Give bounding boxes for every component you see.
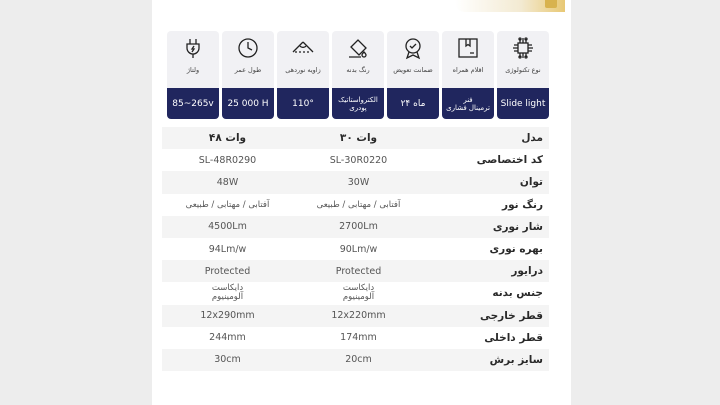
feature-label: ضمانت تعویض [393,66,433,74]
feature-value: 110° [277,88,329,119]
cell-text: دایکاست آلومینیوم [211,283,244,303]
cell-48w: آفتابی / مهتابی / طبیعی [185,199,270,210]
feature-card-lifetime [222,31,274,119]
feature-value: الکترواستاتیک پودری [332,88,384,119]
feature-label: زاویه نوردهی [285,66,321,74]
table-header-row [162,127,549,149]
row-key: بهره نوری [489,243,543,256]
table-row [162,282,549,304]
cell-30w: 20cm [345,354,372,366]
cell-48w: Protected [204,265,251,277]
cell-30w: 12x220mm [331,310,386,322]
table-row [162,260,549,282]
row-key: درایور [511,265,543,278]
cell-30w: SL-30R0220 [329,154,388,166]
feature-value: 85~265v [167,88,219,119]
table-row [162,349,549,371]
row-key: جنس بدنه [492,287,543,300]
brand-logo [545,0,557,8]
cell-30w: 90Lm/w [339,243,378,255]
table-row [162,149,549,171]
row-key: رنگ نور [502,198,543,211]
cell-48w: 48W [216,176,239,188]
feature-label: نوع تکنولوژی [505,66,541,74]
row-key: توان [519,176,543,189]
feature-value: فنر ترمینال فشاری [442,88,494,119]
right-margin [571,0,720,405]
column-header-48w: ۴۸ وات [208,132,247,145]
table-row [162,171,549,193]
feature-card-warranty [387,31,439,119]
left-margin [0,0,152,405]
cell-48w [162,284,293,302]
cell-48w: 30cm [214,354,241,366]
cell-48w: 4500Lm [208,221,247,233]
feature-value: Slide light [497,88,549,119]
cell-48w: 94Lm/w [208,243,247,255]
row-key: مدل [521,132,543,145]
feature-cards [162,31,549,119]
cell-48w: SL-48R0290 [198,154,257,166]
table-row [162,194,549,216]
feature-card-voltage [167,31,219,119]
feature-card-body-color [332,31,384,119]
row-key: سایز برش [489,353,543,366]
feature-label: طول عمر [234,66,262,74]
cell-text: دایکاست آلومینیوم [342,283,375,303]
feature-label: رنگ بدنه [346,66,370,74]
feature-card-accessories [442,31,494,119]
chip-icon [510,35,536,61]
table-row [162,216,549,238]
cell-30w: آفتابی / مهتابی / طبیعی [316,199,401,210]
table-row [162,238,549,260]
warranty-badge-icon [400,35,426,61]
box-icon [455,35,481,61]
feature-card-beam-angle [277,31,329,119]
cell-48w: 244mm [209,332,246,344]
cell-30w: 174mm [340,332,377,344]
spec-table [162,127,549,371]
table-row [162,305,549,327]
cell-30w: Protected [335,265,382,277]
cell-30w: 2700Lm [339,221,378,233]
beam-angle-icon [290,35,316,61]
cell-48w: 12x290mm [200,310,255,322]
paint-bucket-icon [345,35,371,61]
cell-30w: 30W [347,176,370,188]
clock-icon [235,35,261,61]
plug-icon [180,35,206,61]
feature-card-technology [497,31,549,119]
feature-value: 25 000 H [222,88,274,119]
row-key: شار نوری [492,220,543,233]
column-header-30w: ۳۰ وات [339,132,378,145]
cell-30w [293,284,424,302]
feature-label: ولتاژ [186,66,200,74]
table-row [162,327,549,349]
row-key: کد اختصاصی [476,154,543,167]
feature-label: اقلام همراه [452,66,484,74]
row-key: قطر خارجی [479,309,543,322]
row-key: قطر داخلی [484,331,543,344]
feature-value: ۲۴ ماه [387,88,439,119]
